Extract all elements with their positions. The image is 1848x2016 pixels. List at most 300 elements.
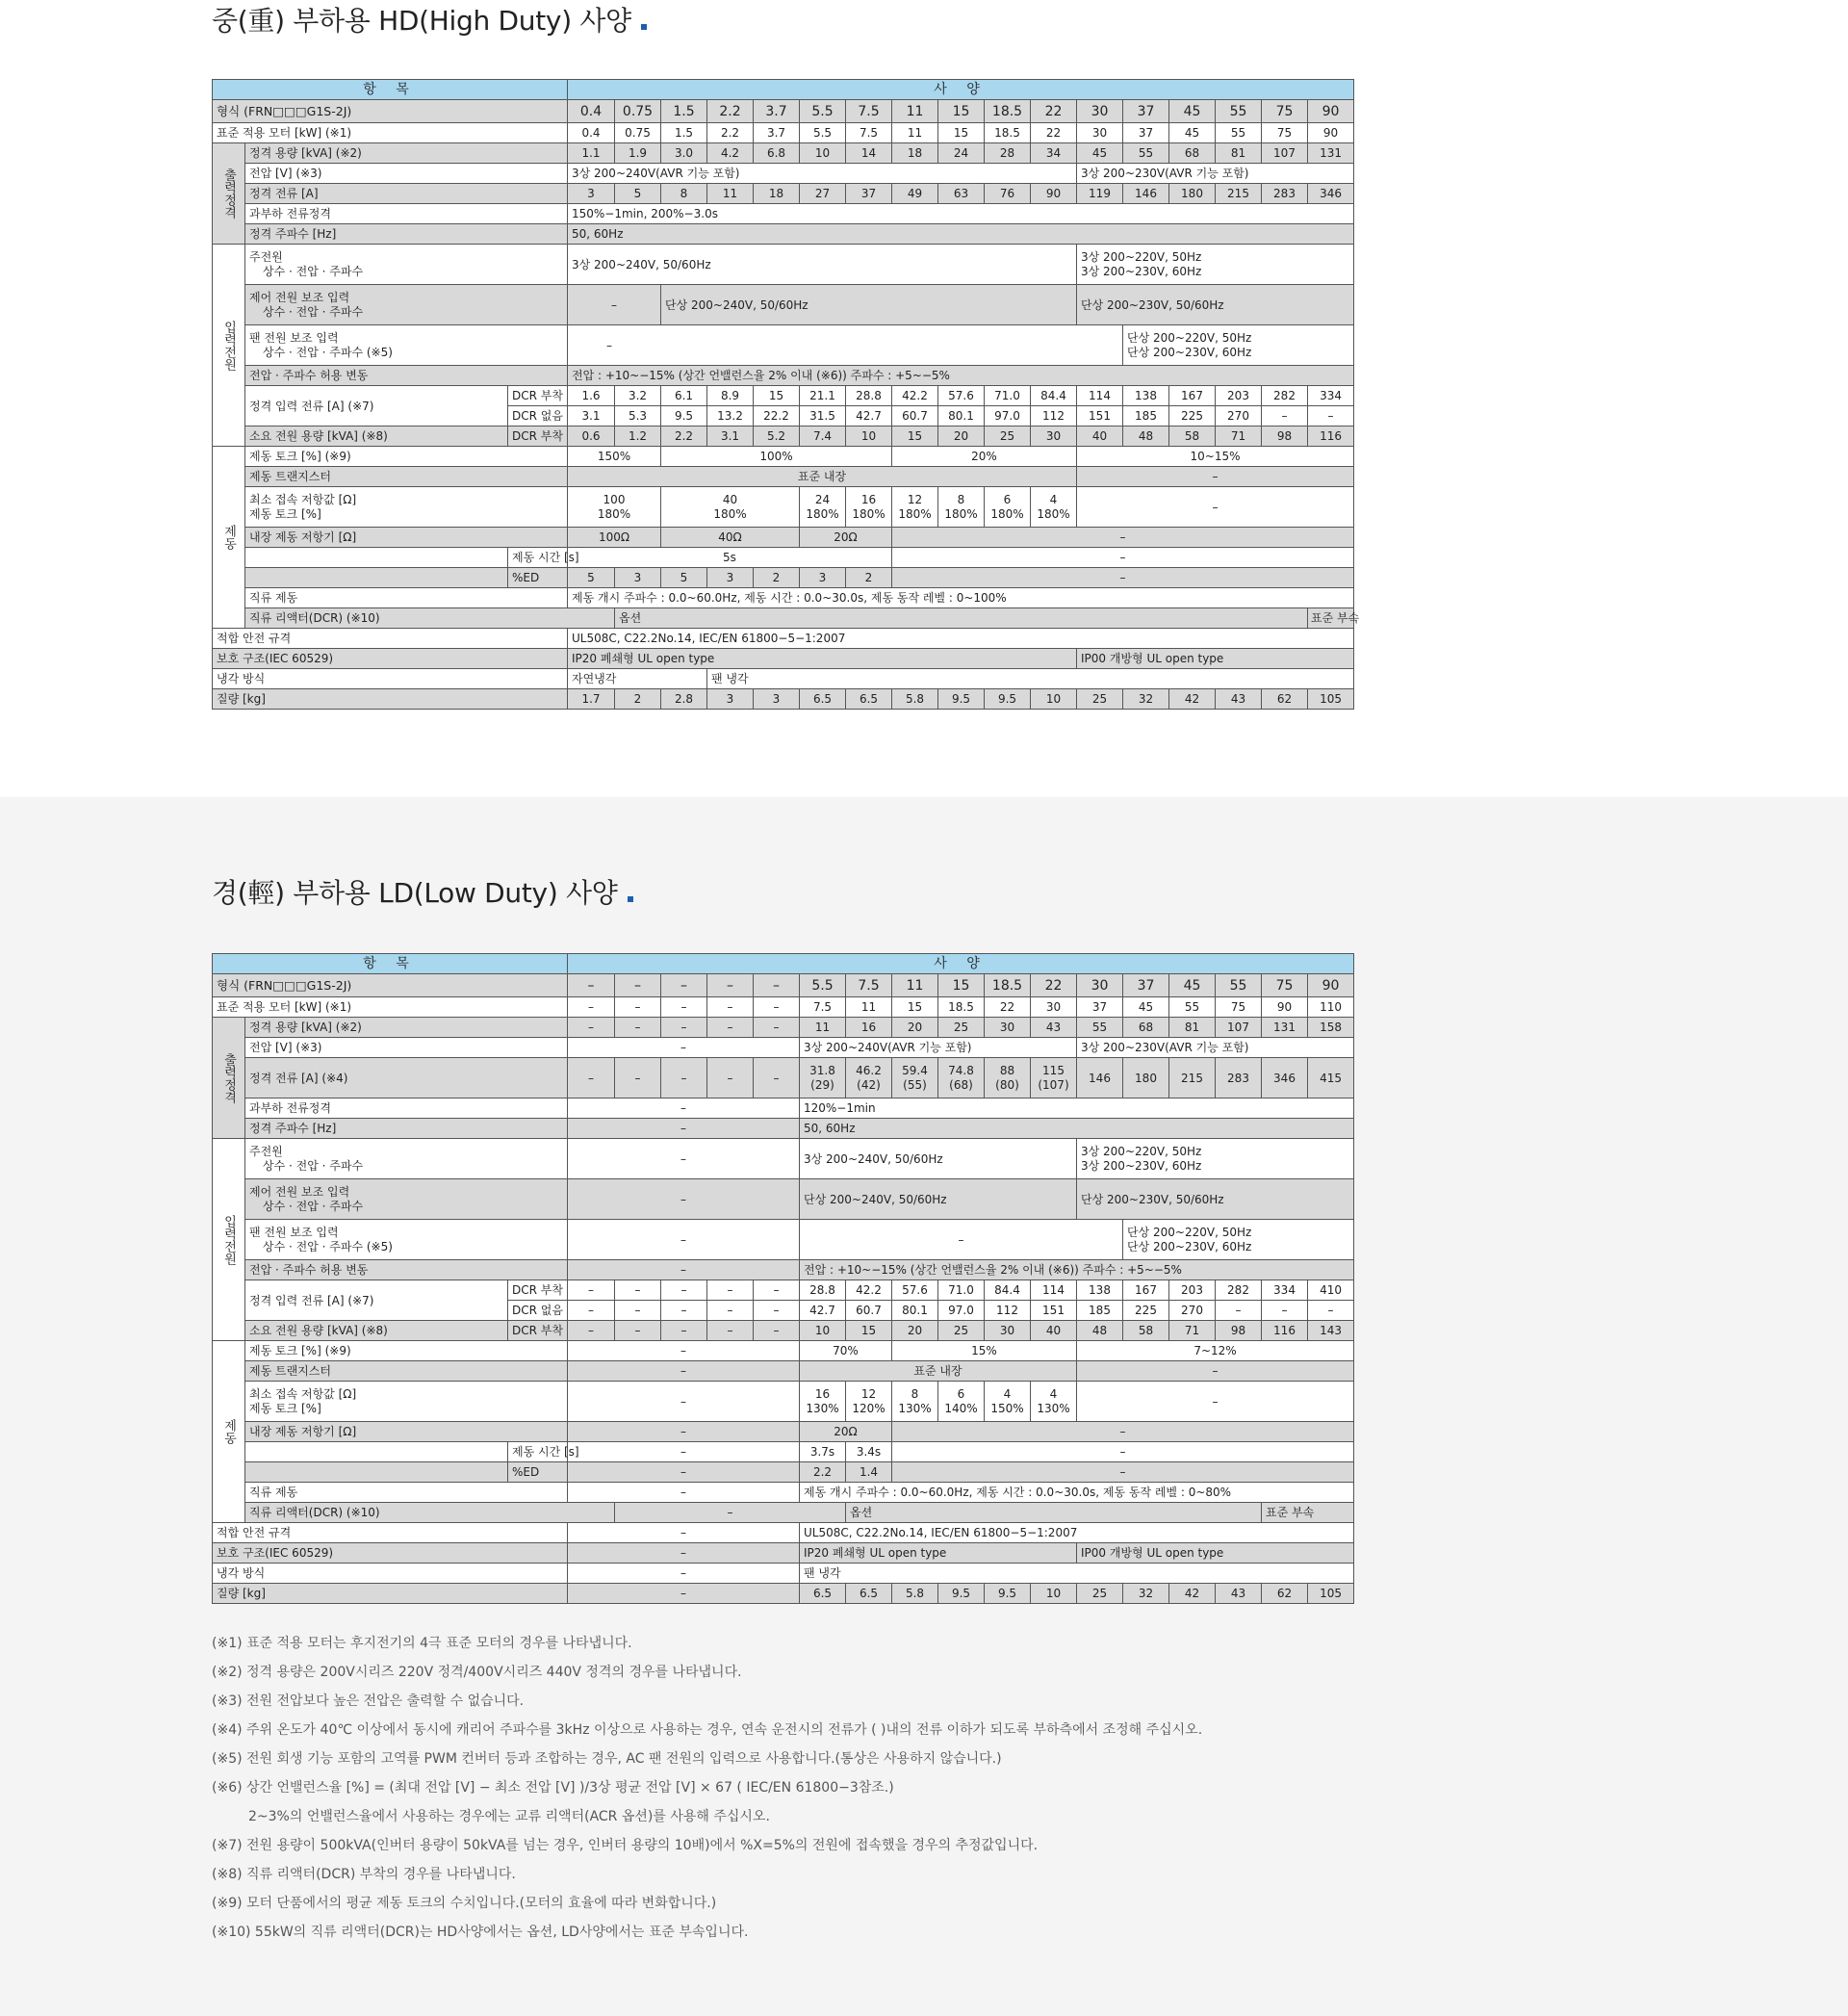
value-cell: –	[615, 1301, 661, 1321]
cell-line: 6	[1003, 492, 1012, 506]
value-cell: 팬 냉각	[800, 1564, 1354, 1584]
value-cell: 2.2	[707, 123, 754, 143]
value-cell: –	[1077, 467, 1354, 487]
table-row	[213, 1564, 1354, 1584]
value-cell: 1.5	[661, 100, 707, 123]
value-cell: 3.7s	[800, 1442, 846, 1462]
value-cell: 단상 200~240V, 50/60Hz	[800, 1179, 1077, 1220]
row-label: 정격 전류 [A] (※4)	[245, 1058, 568, 1098]
value-cell: 180	[1169, 184, 1216, 204]
table-row	[213, 1442, 1354, 1462]
row-label: 냉각 방식	[213, 669, 568, 689]
cell-line: 150%	[990, 1401, 1024, 1415]
row-sublabel: 상수 · 전압 · 주파수 (※5)	[263, 345, 393, 359]
row-sublabel: 상수 · 전압 · 주파수	[263, 304, 364, 319]
value-cell: 25	[938, 1321, 985, 1341]
value-cell: –	[568, 1038, 800, 1058]
table-row	[213, 487, 1354, 528]
value-cell: 3	[615, 568, 661, 588]
value-cell: 48	[1077, 1321, 1123, 1341]
value-cell: 5.5	[800, 974, 846, 997]
value-cell: 138	[1123, 386, 1169, 406]
table-row	[213, 997, 1354, 1018]
value-cell: 3	[568, 184, 615, 204]
table-cell	[245, 245, 568, 285]
value-cell: 107	[1262, 143, 1308, 164]
row-label: 정격 주파수 [Hz]	[245, 1119, 568, 1139]
value-cell: 62	[1262, 689, 1308, 710]
table-row	[213, 285, 1354, 325]
value-cell: –	[1308, 1301, 1354, 1321]
value-cell: 2	[615, 689, 661, 710]
cell-line: 31.8	[809, 1063, 835, 1077]
value-cell: 5s	[568, 548, 892, 568]
row-label: 제동 토크 [%] (※9)	[245, 1341, 568, 1361]
table-row	[213, 954, 1354, 974]
row-label: 정격 주파수 [Hz]	[245, 224, 568, 245]
value-cell: 43	[1216, 1584, 1262, 1604]
cell-line: 120%	[852, 1401, 886, 1415]
value-cell: 18.5	[985, 100, 1031, 123]
value-cell: –	[568, 1483, 800, 1503]
value-cell: 37	[1123, 123, 1169, 143]
row-label: 표준 적용 모터 [kW] (※1)	[213, 123, 568, 143]
value-cell: 84.4	[1031, 386, 1077, 406]
value-cell	[1031, 1058, 1077, 1098]
value-cell: 270	[1169, 1301, 1216, 1321]
cell-line: 16	[860, 492, 877, 506]
value-cell	[985, 1058, 1031, 1098]
cell-line: 180%	[944, 506, 978, 521]
table-row	[213, 974, 1354, 997]
value-cell: 22	[1031, 123, 1077, 143]
value-cell: 3.0	[661, 143, 707, 164]
value-cell: 68	[1123, 1018, 1169, 1038]
row-label: 과부하 전류정격	[245, 1098, 568, 1119]
table-row	[213, 1543, 1354, 1564]
value-cell: 2.8	[661, 689, 707, 710]
title-dot	[628, 896, 633, 902]
value-cell: 5.8	[892, 689, 938, 710]
cell-line: 180%	[1037, 506, 1070, 521]
value-cell	[938, 487, 985, 528]
table-row	[213, 123, 1354, 143]
value-cell: 45	[1077, 143, 1123, 164]
value-cell: –	[754, 974, 800, 997]
cell-line: 180%	[990, 506, 1024, 521]
table-row	[213, 204, 1354, 224]
value-cell: 334	[1262, 1280, 1308, 1301]
value-cell: 5.3	[615, 406, 661, 426]
table-row	[213, 467, 1354, 487]
value-cell: 옵션	[846, 1503, 1262, 1523]
value-cell: 75	[1216, 997, 1262, 1018]
value-cell: 28	[985, 143, 1031, 164]
cell-line: 4	[1003, 1386, 1012, 1401]
value-cell: 32	[1123, 1584, 1169, 1604]
cell-line: 단상 200~220V, 50Hz	[1127, 330, 1252, 345]
value-cell: 282	[1262, 386, 1308, 406]
value-cell: 1.1	[568, 143, 615, 164]
value-cell: 42	[1169, 1584, 1216, 1604]
value-cell: 63	[938, 184, 985, 204]
value-cell: 표준 부속	[1262, 1503, 1354, 1523]
sub-label: DCR 없음	[508, 406, 568, 426]
table-row	[213, 1483, 1354, 1503]
value-cell: 90	[1308, 123, 1354, 143]
value-cell: 0.4	[568, 123, 615, 143]
value-cell: 37	[1077, 997, 1123, 1018]
value-cell: 15	[892, 426, 938, 447]
value-cell: 55	[1169, 997, 1216, 1018]
value-cell: 2.2	[707, 100, 754, 123]
value-cell: 110	[1308, 997, 1354, 1018]
value-cell: –	[661, 1018, 707, 1038]
table-row	[213, 1220, 1354, 1260]
value-cell: 71.0	[938, 1280, 985, 1301]
cell-line: 12	[907, 492, 923, 506]
value-cell: 131	[1262, 1018, 1308, 1038]
value-cell: –	[568, 1361, 800, 1382]
value-cell: –	[615, 997, 661, 1018]
value-cell: 10~15%	[1077, 447, 1354, 467]
table-cell	[245, 1220, 568, 1260]
value-cell: 8.9	[707, 386, 754, 406]
value-cell: 7.4	[800, 426, 846, 447]
row-label: 소요 전원 용량 [kVA] (※8)	[245, 426, 508, 447]
value-cell: 215	[1216, 184, 1262, 204]
value-cell: –	[892, 528, 1354, 548]
value-cell: IP00 개방형 UL open type	[1077, 649, 1354, 669]
value-cell: 58	[1169, 426, 1216, 447]
value-cell: 146	[1077, 1058, 1123, 1098]
value-cell: 10	[1031, 689, 1077, 710]
header-spec-label: 사 양	[934, 82, 988, 97]
value-cell: 표준 내장	[568, 467, 1077, 487]
cell-line: 140%	[944, 1401, 978, 1415]
footnote: (※8) 직류 리액터(DCR) 부착의 경우를 나타냅니다.	[212, 1867, 516, 1882]
row-label: 소요 전원 용량 [kVA] (※8)	[245, 1321, 508, 1341]
value-cell: 9.5	[985, 1584, 1031, 1604]
cell-line: 180%	[898, 506, 932, 521]
value-cell	[1031, 1382, 1077, 1422]
table-row	[213, 366, 1354, 386]
value-cell: 14	[846, 143, 892, 164]
row-label: 보호 구조(IEC 60529)	[213, 649, 568, 669]
value-cell: 71	[1169, 1321, 1216, 1341]
cell-line: 12	[860, 1386, 877, 1401]
value-cell: 270	[1216, 406, 1262, 426]
value-cell: 346	[1262, 1058, 1308, 1098]
value-cell: 43	[1031, 1018, 1077, 1038]
value-cell: –	[800, 1220, 1123, 1260]
cell-line: 8	[911, 1386, 919, 1401]
value-cell: 제동 개시 주파수 : 0.0~60.0Hz, 제동 시간 : 0.0~30.0s, 제동 동작 레벨 : 0~100%	[568, 588, 1354, 608]
value-cell: 105	[1308, 1584, 1354, 1604]
footnote: (※5) 전원 회생 기능 포함의 고역률 PWM 컨버터 등과 조합하는 경우, AC 팬 전원의 입력으로 사용합니다.(통상은 사용하지 않습니다.)	[212, 1751, 1002, 1767]
value-cell: 10	[800, 143, 846, 164]
row-label: 제어 전원 보조 입력	[249, 290, 350, 304]
value-cell: 8	[661, 184, 707, 204]
value-cell: 114	[1077, 386, 1123, 406]
value-cell: –	[568, 1119, 800, 1139]
value-cell: –	[568, 1139, 800, 1179]
value-cell: 43	[1216, 689, 1262, 710]
row-label: 직류 제동	[245, 588, 568, 608]
value-cell: –	[568, 1442, 800, 1462]
value-cell: –	[615, 1058, 661, 1098]
sub-label: 제동 시간 [s]	[508, 548, 568, 568]
value-cell: 3상 200~240V(AVR 기능 포함)	[568, 164, 1077, 184]
value-cell: 15	[846, 1321, 892, 1341]
group-input: 입력전원	[213, 1139, 245, 1341]
row-label: 전압 · 주파수 허용 변동	[245, 1260, 568, 1280]
value-cell: –	[568, 1382, 800, 1422]
value-cell: –	[1077, 487, 1354, 528]
value-cell: 71	[1216, 426, 1262, 447]
table-row	[213, 689, 1354, 710]
value-cell: 40	[1077, 426, 1123, 447]
value-cell: 138	[1077, 1280, 1123, 1301]
value-cell: 제동 개시 주파수 : 0.0~60.0Hz, 제동 시간 : 0.0~30.0s, 제동 동작 레벨 : 0~80%	[800, 1483, 1354, 1503]
value-cell: 3.1	[568, 406, 615, 426]
header-item-label: 항 목	[363, 82, 417, 97]
value-cell: 5.2	[754, 426, 800, 447]
row-label: 적합 안전 규격	[213, 629, 568, 649]
footnote: (※1) 표준 적용 모터는 후지전기의 4극 표준 모터의 경우를 나타냅니다.	[212, 1636, 632, 1651]
value-cell: 옵션	[615, 608, 1308, 629]
value-cell: 9.5	[985, 689, 1031, 710]
value-cell	[846, 1382, 892, 1422]
value-cell: 55	[1216, 123, 1262, 143]
value-cell: 30	[985, 1018, 1031, 1038]
value-cell: –	[661, 1058, 707, 1098]
value-cell: 3	[800, 568, 846, 588]
value-cell: 75	[1262, 974, 1308, 997]
value-cell: 11	[800, 1018, 846, 1038]
value-cell: 107	[1216, 1018, 1262, 1038]
value-cell: 215	[1169, 1058, 1216, 1098]
ld-table-wrap	[212, 953, 1342, 1604]
value-cell: 11	[846, 997, 892, 1018]
table-row	[213, 426, 1354, 447]
value-cell: –	[892, 548, 1354, 568]
value-cell: –	[892, 1422, 1354, 1442]
cell-line: 130%	[1037, 1401, 1070, 1415]
row-sublabel: 상수 · 전압 · 주파수 (※5)	[263, 1239, 393, 1254]
value-cell: –	[1262, 1301, 1308, 1321]
value-cell: 자연냉각	[568, 669, 707, 689]
table-cell	[245, 1179, 568, 1220]
value-cell: 57.6	[938, 386, 985, 406]
value-cell: –	[568, 1179, 800, 1220]
value-cell: –	[568, 1543, 800, 1564]
value-cell: 158	[1308, 1018, 1354, 1038]
value-cell: 49	[892, 184, 938, 204]
value-cell: –	[1077, 1361, 1354, 1382]
value-cell: 37	[1123, 974, 1169, 997]
value-cell: 3상 200~230V(AVR 기능 포함)	[1077, 1038, 1354, 1058]
value-cell: 203	[1216, 386, 1262, 406]
table-row	[213, 184, 1354, 204]
value-cell: 90	[1262, 997, 1308, 1018]
value-cell: 112	[1031, 406, 1077, 426]
value-cell: 167	[1169, 386, 1216, 406]
value-cell: 90	[1308, 100, 1354, 123]
value-cell: 5.5	[800, 123, 846, 143]
value-cell: 55	[1216, 100, 1262, 123]
row-sublabel: 제동 토크 [%]	[249, 1401, 321, 1415]
row-label: 제어 전원 보조 입력	[249, 1184, 350, 1199]
cell-line: (55)	[903, 1077, 927, 1092]
value-cell: 3.4s	[846, 1442, 892, 1462]
value-cell	[568, 487, 661, 528]
value-cell: 32	[1123, 689, 1169, 710]
cell-line: 40	[722, 492, 738, 506]
cell-line: 4	[1049, 1386, 1058, 1401]
value-cell: 112	[985, 1301, 1031, 1321]
table-row	[213, 245, 1354, 285]
row-label: 제동 트랜지스터	[245, 467, 568, 487]
cell-line: 16	[814, 1386, 831, 1401]
value-cell: 146	[1123, 184, 1169, 204]
value-cell: 6.5	[846, 1584, 892, 1604]
ld-section	[0, 797, 1848, 2016]
value-cell: 7~12%	[1077, 1341, 1354, 1361]
value-cell: 150%−1min, 200%−3.0s	[568, 204, 1354, 224]
cell-line: 88	[999, 1063, 1015, 1077]
value-cell: 18.5	[985, 974, 1031, 997]
value-cell: –	[568, 1018, 615, 1038]
value-cell: 9.5	[938, 689, 985, 710]
header-item	[213, 80, 568, 100]
row-label: 전압 [V] (※3)	[245, 164, 568, 184]
group-brake: 제동	[213, 447, 245, 629]
table-row	[213, 608, 1354, 629]
hd-section	[0, 0, 1848, 797]
sub-label: %ED	[508, 1462, 568, 1483]
value-cell: 18	[892, 143, 938, 164]
value-cell	[938, 1382, 985, 1422]
value-cell: 10	[846, 426, 892, 447]
value-cell: 1.9	[615, 143, 661, 164]
value-cell: 105	[1308, 689, 1354, 710]
value-cell: 68	[1169, 143, 1216, 164]
value-cell: 전압 : +10~−15% (상간 언밸런스율 2% 이내 (※6)) 주파수 : +5~−5%	[568, 366, 1354, 386]
value-cell: 1.4	[846, 1462, 892, 1483]
table-row	[213, 1422, 1354, 1442]
row-label: 주전원	[249, 1144, 283, 1158]
value-cell: –	[568, 974, 615, 997]
value-cell: –	[754, 1280, 800, 1301]
table-row	[213, 1179, 1354, 1220]
value-cell: 1.6	[568, 386, 615, 406]
value-cell: 37	[846, 184, 892, 204]
hd-title: 중(重) 부하용 HD(High Duty) 사양	[212, 0, 647, 39]
value-cell: 30	[1031, 426, 1077, 447]
value-cell	[1031, 487, 1077, 528]
value-cell: –	[568, 1462, 800, 1483]
table-cell	[245, 285, 568, 325]
value-cell: 6.5	[846, 689, 892, 710]
ld-spec-table	[212, 953, 1354, 1604]
table-row	[213, 1523, 1354, 1543]
value-cell: 120%−1min	[800, 1098, 1354, 1119]
value-cell: –	[568, 1564, 800, 1584]
value-cell: –	[892, 1442, 1354, 1462]
cell-line: 180%	[806, 506, 839, 521]
value-cell: 90	[1308, 974, 1354, 997]
row-sublabel: 상수 · 전압 · 주파수	[263, 1158, 364, 1173]
value-cell: 25	[1077, 689, 1123, 710]
value-cell: 20	[892, 1321, 938, 1341]
value-cell: 표준 부속	[1308, 608, 1354, 629]
row-label: 최소 접속 저항값 [Ω]	[249, 1386, 357, 1401]
value-cell: 34	[1031, 143, 1077, 164]
row-label: 직류 제동	[245, 1483, 568, 1503]
value-cell: –	[661, 1301, 707, 1321]
model-label: 형식 (FRN□□□G1S-2J)	[213, 974, 568, 997]
value-cell: –	[568, 1422, 800, 1442]
table-row	[213, 1503, 1354, 1523]
value-cell: 3.1	[707, 426, 754, 447]
cell-line: (68)	[949, 1077, 973, 1092]
value-cell: 410	[1308, 1280, 1354, 1301]
header-spec-label: 사 양	[934, 956, 988, 971]
value-cell: –	[568, 1098, 800, 1119]
value-cell: 97.0	[985, 406, 1031, 426]
value-cell: –	[707, 1301, 754, 1321]
table-row	[213, 1341, 1354, 1361]
value-cell: –	[661, 1280, 707, 1301]
header-item	[213, 954, 568, 974]
value-cell: 단상 200~230V, 50/60Hz	[1077, 1179, 1354, 1220]
value-cell: 15%	[892, 1341, 1077, 1361]
value-cell: 100Ω	[568, 528, 661, 548]
value-cell: 3상 200~230V(AVR 기능 포함)	[1077, 164, 1354, 184]
value-cell	[846, 487, 892, 528]
blank-cell	[245, 568, 508, 588]
value-cell: 55	[1123, 143, 1169, 164]
row-label: 정격 용량 [kVA] (※2)	[245, 143, 568, 164]
table-row	[213, 447, 1354, 467]
row-label: 과부하 전류정격	[245, 204, 568, 224]
value-cell: 20Ω	[800, 528, 892, 548]
value-cell: 415	[1308, 1058, 1354, 1098]
value-cell: –	[615, 1321, 661, 1341]
value-cell: –	[568, 1220, 800, 1260]
table-row	[213, 325, 1354, 366]
row-label: 제동 토크 [%] (※9)	[245, 447, 568, 467]
value-cell: 6.8	[754, 143, 800, 164]
group-input: 입력전원	[213, 245, 245, 447]
value-cell: 3.2	[615, 386, 661, 406]
value-cell: 42.2	[846, 1280, 892, 1301]
value-cell: 119	[1077, 184, 1123, 204]
cell-line: 3상 200~220V, 50Hz	[1081, 1144, 1202, 1158]
value-cell: –	[1077, 1382, 1354, 1422]
value-cell: –	[615, 1503, 846, 1523]
table-row	[213, 1361, 1354, 1382]
value-cell	[1123, 325, 1354, 366]
cell-line: 6	[957, 1386, 965, 1401]
value-cell: 10	[1031, 1584, 1077, 1604]
sub-label: %ED	[508, 568, 568, 588]
value-cell: 3.7	[754, 100, 800, 123]
value-cell: 15	[754, 386, 800, 406]
row-label: 직류 리액터(DCR) (※10)	[245, 608, 615, 629]
value-cell: 21.1	[800, 386, 846, 406]
